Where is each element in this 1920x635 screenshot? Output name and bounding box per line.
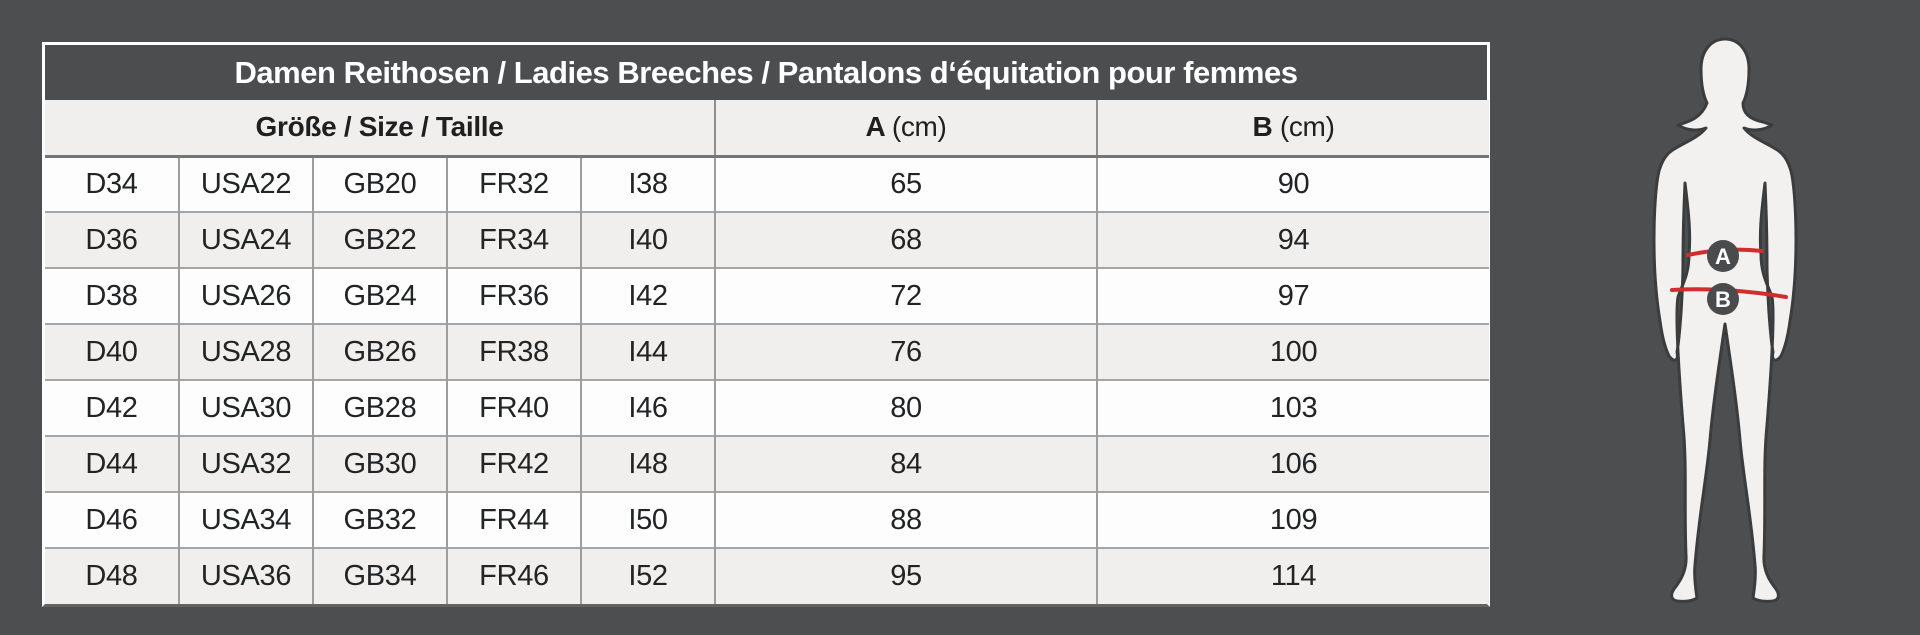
size-cell-gb: GB28 (313, 380, 447, 436)
size-row (45, 436, 1489, 492)
size-cell-d: D40 (45, 324, 179, 380)
size-cell-d: D48 (45, 548, 179, 604)
size-cell-usa: USA32 (179, 436, 313, 492)
size-chart (42, 42, 1490, 607)
size-cell-i: I42 (581, 268, 715, 324)
measurement-a-cell: 72 (715, 268, 1097, 324)
header-a-unit: (cm) (891, 111, 947, 143)
measurement-b-cell: 106 (1097, 436, 1489, 492)
measurement-a-cell: 68 (715, 212, 1097, 268)
measurement-b-cell: 114 (1097, 548, 1489, 604)
measurement-b-cell: 97 (1097, 268, 1489, 324)
hip-marker-label: B (1715, 287, 1731, 312)
size-cell-i: I46 (581, 380, 715, 436)
measurement-a-cell: 88 (715, 492, 1097, 548)
size-cell-fr: FR34 (447, 212, 581, 268)
size-cell-gb: GB26 (313, 324, 447, 380)
size-cell-i: I38 (581, 156, 715, 212)
size-cell-usa: USA36 (179, 548, 313, 604)
size-cell-fr: FR42 (447, 436, 581, 492)
size-cell-fr: FR32 (447, 156, 581, 212)
size-cell-usa: USA30 (179, 380, 313, 436)
size-cell-fr: FR44 (447, 492, 581, 548)
measurement-a-cell: 65 (715, 156, 1097, 212)
woman-silhouette (1654, 39, 1796, 601)
measurement-a-cell: 84 (715, 436, 1097, 492)
size-row (45, 156, 1489, 212)
size-cell-d: D42 (45, 380, 179, 436)
measurement-a-cell: 80 (715, 380, 1097, 436)
size-cell-usa: USA24 (179, 212, 313, 268)
header-col-b (1097, 100, 1489, 156)
size-cell-fr: FR46 (447, 548, 581, 604)
size-cell-i: I40 (581, 212, 715, 268)
measurement-b-cell: 94 (1097, 212, 1489, 268)
size-cell-fr: FR40 (447, 380, 581, 436)
size-cell-usa: USA22 (179, 156, 313, 212)
size-cell-i: I50 (581, 492, 715, 548)
size-cell-d: D46 (45, 492, 179, 548)
size-cell-usa: USA28 (179, 324, 313, 380)
size-cell-gb: GB34 (313, 548, 447, 604)
size-cell-gb: GB30 (313, 436, 447, 492)
size-cell-i: I48 (581, 436, 715, 492)
header-b-unit: (cm) (1279, 111, 1335, 143)
measurement-b-cell: 109 (1097, 492, 1489, 548)
size-cell-usa: USA34 (179, 492, 313, 548)
size-cell-d: D44 (45, 436, 179, 492)
size-cell-d: D34 (45, 156, 179, 212)
measurement-b-cell: 90 (1097, 156, 1489, 212)
size-cell-i: I52 (581, 548, 715, 604)
measurement-a-cell: 95 (715, 548, 1097, 604)
size-cell-d: D38 (45, 268, 179, 324)
size-cell-gb: GB24 (313, 268, 447, 324)
header-b-label: B (1252, 111, 1273, 143)
size-table (45, 100, 1489, 604)
size-cell-usa: USA26 (179, 268, 313, 324)
header-a-label: A (865, 111, 885, 143)
size-cell-fr: FR38 (447, 324, 581, 380)
measurement-b-cell: 100 (1097, 324, 1489, 380)
size-row (45, 324, 1489, 380)
size-row (45, 212, 1489, 268)
body-figure (1645, 34, 1805, 606)
size-row (45, 548, 1489, 604)
header-col-a (715, 100, 1097, 156)
header-size-label: Größe / Size / Taille (45, 100, 715, 156)
size-row (45, 492, 1489, 548)
size-row (45, 268, 1489, 324)
size-cell-gb: GB20 (313, 156, 447, 212)
chart-title-bar (45, 45, 1487, 100)
measurement-b-cell: 103 (1097, 380, 1489, 436)
size-cell-i: I44 (581, 324, 715, 380)
size-cell-d: D36 (45, 212, 179, 268)
header-row (45, 100, 1489, 156)
chart-title: Damen Reithosen / Ladies Breeches / Pantalons d‘équitation pour femmes (234, 54, 1298, 90)
size-cell-fr: FR36 (447, 268, 581, 324)
waist-marker-label: A (1715, 244, 1731, 269)
measurement-a-cell: 76 (715, 324, 1097, 380)
size-cell-gb: GB32 (313, 492, 447, 548)
size-row (45, 380, 1489, 436)
size-cell-gb: GB22 (313, 212, 447, 268)
